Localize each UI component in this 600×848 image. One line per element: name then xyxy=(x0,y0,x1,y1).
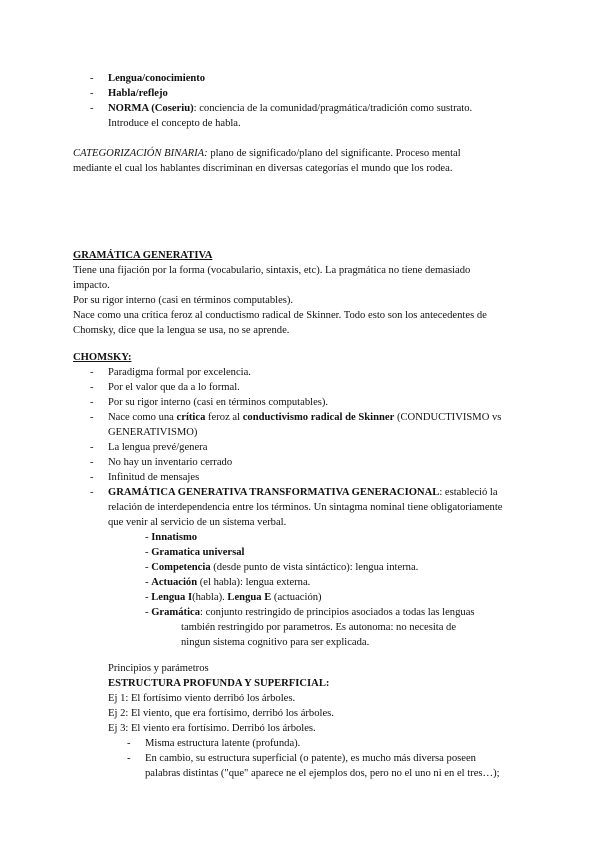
sub-dash: - xyxy=(145,562,149,573)
text-run: (CONDUCTIVISMO vs xyxy=(394,412,502,423)
list-item-continuation: que venir al servicio de un sistema verbal. xyxy=(108,517,287,528)
categorizacion-label: CATEGORIZACIÓN BINARIA: xyxy=(73,148,208,159)
sub-item xyxy=(145,560,418,575)
bullet-dash: - xyxy=(90,472,94,483)
list-item: No hay un inventario cerrado xyxy=(108,457,233,468)
list-item: En cambio, su estructura superficial (o patente), es mucho más diversa poseen xyxy=(145,753,476,764)
list-item: Misma estructura latente (profunda). xyxy=(145,738,301,749)
sub-dash: - xyxy=(145,577,149,588)
paragraph-line xyxy=(73,146,461,161)
list-item: Paradigma formal por excelencia. xyxy=(108,367,251,378)
sub-item-text: (habla). xyxy=(192,592,228,603)
bullet-dash: - xyxy=(90,397,94,408)
sub-item xyxy=(145,605,475,620)
sub-item-bold: Gramatica universal xyxy=(151,547,245,558)
sub-item-bold: Actuación xyxy=(151,577,198,588)
bullet-dash: - xyxy=(90,382,94,393)
sub-item xyxy=(145,590,322,605)
list-item-bold: Habla/reflejo xyxy=(108,88,168,99)
list-item-bold: NORMA (Coseriu) xyxy=(108,103,194,114)
list-item xyxy=(108,410,501,425)
list-item-text: : conciencia de la comunidad/pragmática/tradición como sustrato. xyxy=(193,103,473,114)
list-item xyxy=(108,485,498,500)
text-run: : estableció la xyxy=(439,487,498,498)
bullet-dash: - xyxy=(90,367,94,378)
list-item xyxy=(108,86,168,101)
list-item: Por el valor que da a lo formal. xyxy=(108,382,240,393)
example-line: Ej 2: El viento, que era fortísimo, derribó los árboles. xyxy=(108,708,334,719)
list-item-continuation: relación de interdependencia entre los términos. Un sintagma nominal tiene obligatoriamente xyxy=(108,502,503,513)
sub-item xyxy=(145,530,197,545)
sub-item-text: (actuación) xyxy=(271,592,322,603)
paragraph-line: Chomsky, dice que la lengua se usa, no se aprende. xyxy=(73,325,290,336)
list-item: La lengua prevé/genera xyxy=(108,442,208,453)
bullet-dash: - xyxy=(127,753,131,764)
sub-item xyxy=(145,575,310,590)
list-item-continuation: GENERATIVISMO) xyxy=(108,427,198,438)
sub-item-bold: Lengua E xyxy=(227,592,272,603)
list-item: Por su rigor interno (casi en términos computables). xyxy=(108,397,329,408)
bullet-dash: - xyxy=(90,442,94,453)
list-item-continuation: Introduce el concepto de habla. xyxy=(108,118,241,129)
sub-item-continuation: ningun sistema cognitivo para ser explicada. xyxy=(181,637,370,648)
sub-item-text: (desde punto de vista sintáctico): lengua interna. xyxy=(210,562,419,573)
text-run: Nace como una xyxy=(108,412,177,423)
paragraph-line: mediante el cual los hablantes discriminan en diversas categorías el mundo que los rodea. xyxy=(73,163,453,174)
sub-item-text: (el habla): lengua externa. xyxy=(197,577,311,588)
bullet-dash: - xyxy=(90,457,94,468)
text-run-bold: conductivismo radical de Skinner xyxy=(242,412,395,423)
section-heading: ESTRUCTURA PROFUNDA Y SUPERFICIAL: xyxy=(108,678,330,689)
paragraph-line: Principios y parámetros xyxy=(108,663,209,674)
sub-dash: - xyxy=(145,532,149,543)
sub-item-bold: Innatismo xyxy=(151,532,198,543)
list-item: Infinitud de mensajes xyxy=(108,472,200,483)
section-heading: GRAMÁTICA GENERATIVA xyxy=(73,250,213,261)
sub-dash: - xyxy=(145,592,149,603)
sub-item-bold: Gramática xyxy=(151,607,201,618)
example-line: Ej 3: El viento era fortísimo. Derribó los árboles. xyxy=(108,723,316,734)
bullet-dash: - xyxy=(127,738,131,749)
sub-dash: - xyxy=(145,547,149,558)
example-line: Ej 1: El fortísimo viento derribó los árboles. xyxy=(108,693,296,704)
sub-item-continuation: también restringido por parametros. Es autonoma: no necesita de xyxy=(181,622,457,633)
bullet-dash: - xyxy=(90,487,94,498)
list-item xyxy=(108,71,205,86)
paragraph-line: impacto. xyxy=(73,280,110,291)
bullet-dash: - xyxy=(90,73,94,84)
paragraph-line: Nace como una crítica feroz al conductismo radical de Skinner. Todo esto son los antecedentes de xyxy=(73,310,487,321)
sub-item-bold: Competencia xyxy=(151,562,211,573)
text-run-bold: GRAMÁTICA GENERATIVA TRANSFORMATIVA GENERACIONAL xyxy=(108,487,440,498)
bullet-dash: - xyxy=(90,412,94,423)
bullet-dash: - xyxy=(90,103,94,114)
section-heading: CHOMSKY: xyxy=(73,352,132,363)
sub-item-text: : conjunto restringido de principios asociados a todas las lenguas xyxy=(200,607,475,618)
sub-item-bold: Lengua I xyxy=(151,592,193,603)
sub-item xyxy=(145,545,244,560)
sub-dash: - xyxy=(145,607,149,618)
text-run-bold: crítica xyxy=(176,412,206,423)
text-run: feroz al xyxy=(205,412,243,423)
list-item-continuation: palabras distintas ("que" aparece ne el ejemplos dos, pero no el uno ni en el tres…); xyxy=(145,768,500,779)
list-item xyxy=(108,101,472,116)
categorizacion-text: plano de significado/plano del significante. Proceso mental xyxy=(207,148,461,159)
bullet-dash: - xyxy=(90,88,94,99)
paragraph-line: Tiene una fijación por la forma (vocabulario, sintaxis, etc). La pragmática no tiene demasiado xyxy=(73,265,471,276)
paragraph-line: Por su rigor interno (casi en términos computables). xyxy=(73,295,294,306)
list-item-bold: Lengua/conocimiento xyxy=(108,73,206,84)
